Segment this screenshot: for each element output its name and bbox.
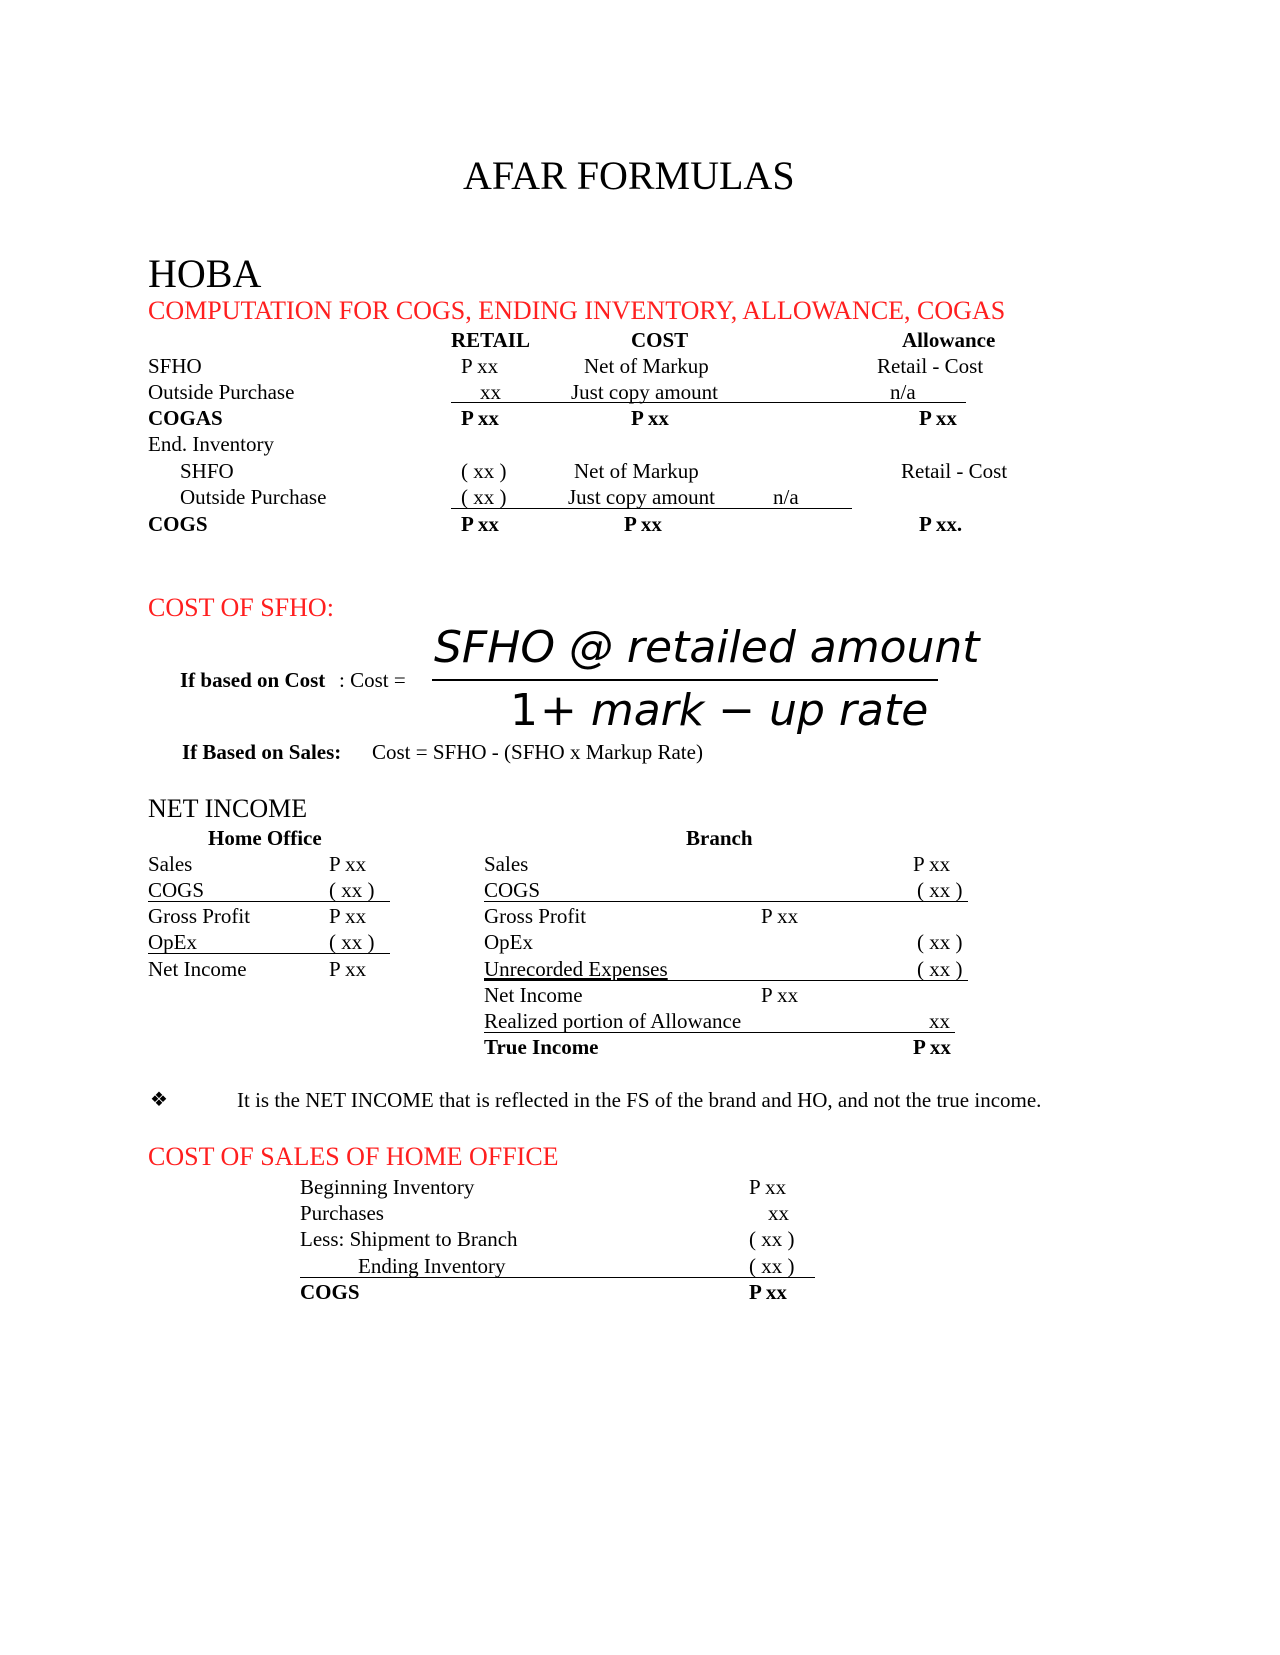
br-row-label: Gross Profit — [484, 904, 587, 928]
net-income-heading: NET INCOME — [148, 794, 308, 823]
formula-denominator-rest: + mark − up rate — [540, 685, 929, 736]
hoba-outside-allowance: n/a — [890, 380, 916, 404]
br-row-value: ( xx ) — [917, 878, 963, 902]
ho-row-label: OpEx — [148, 930, 197, 954]
hoba-outside-cost: Just copy amount — [571, 380, 718, 404]
cos-row-value: P xx — [749, 1175, 787, 1199]
hoba-cogs-label: COGS — [148, 512, 208, 536]
cos-row-label: COGS — [300, 1280, 360, 1304]
br-row-mid: P xx — [761, 983, 799, 1007]
cos-row-label: Purchases — [300, 1201, 384, 1225]
br-row-value: xx — [929, 1009, 950, 1033]
hoba-shfo-label: SHFO — [180, 459, 234, 483]
hoba-outside2-retail: ( xx ) — [461, 485, 507, 509]
ho-row-label: COGS — [148, 878, 205, 902]
ho-row-value: P xx — [329, 852, 367, 876]
hoba-outside2-label: Outside Purchase — [180, 485, 327, 509]
hoba-cogs-allowance: P xx. — [919, 512, 963, 536]
hoba-outside-label: Outside Purchase — [148, 380, 295, 404]
ho-rule-2 — [148, 953, 390, 954]
ho-rule-1 — [148, 901, 390, 902]
hoba-sfho-cost: Net of Markup — [584, 354, 709, 378]
cost-equals: : Cost = — [339, 668, 406, 692]
ho-row-value: ( xx ) — [329, 878, 375, 902]
hoba-heading: HOBA — [148, 251, 262, 296]
cos-row-value: P xx — [749, 1280, 787, 1304]
hoba-shfo-allowance: Retail - Cost — [901, 459, 1008, 483]
br-row-mid: P xx — [761, 904, 799, 928]
hoba-outside-retail: xx — [480, 380, 501, 404]
sales-formula: Cost = SFHO - (SFHO x Markup Rate) — [372, 740, 703, 764]
ho-row-label: Gross Profit — [148, 904, 251, 928]
hoba-shfo-retail: ( xx ) — [461, 459, 507, 483]
cos-rule — [300, 1277, 815, 1278]
formula-denominator-one: 1 — [510, 685, 538, 736]
cos-row-label: Less: Shipment to Branch — [300, 1227, 518, 1251]
cos-row-value: ( xx ) — [749, 1254, 795, 1278]
hoba-cogs-cost: P xx — [624, 512, 662, 536]
cos-row-label: Ending Inventory — [358, 1254, 506, 1278]
hoba-endinv-label: End. Inventory — [148, 432, 274, 456]
col-cost: COST — [631, 328, 689, 352]
hoba-outside2-cost: Just copy amount — [568, 485, 715, 509]
br-row-value: ( xx ) — [917, 957, 963, 981]
br-row-label: COGS — [484, 878, 541, 902]
br-rule-2 — [484, 980, 968, 981]
hoba-cogas-label: COGAS — [148, 406, 223, 430]
ho-row-value: ( xx ) — [329, 930, 375, 954]
branch-title: Branch — [686, 826, 753, 850]
ho-row-label: Net Income — [148, 957, 247, 981]
br-rule-3 — [484, 1032, 955, 1033]
hoba-rule-2 — [451, 508, 852, 509]
br-row-value: P xx — [913, 852, 951, 876]
br-row-label: Realized portion of Allowance — [484, 1009, 742, 1033]
cos-row-label: Beginning Inventory — [300, 1175, 475, 1199]
note-text: It is the NET INCOME that is reflected in the FS of the brand and HO, and not the true income. — [237, 1088, 1042, 1112]
home-office-title: Home Office — [208, 826, 322, 850]
br-rule-1 — [484, 901, 968, 902]
br-row-label: True Income — [484, 1035, 599, 1059]
br-row-label: Net Income — [484, 983, 583, 1007]
hoba-subheading: COMPUTATION FOR COGS, ENDING INVENTORY, ALLOWANCE, COGAS — [148, 296, 1006, 325]
fraction-bar — [432, 679, 938, 681]
cos-row-value: xx — [768, 1201, 789, 1225]
col-retail: RETAIL — [451, 328, 530, 352]
hoba-rule-1 — [451, 402, 966, 403]
hoba-cogas-retail: P xx — [461, 406, 499, 430]
br-row-label: OpEx — [484, 930, 533, 954]
ho-row-value: P xx — [329, 957, 367, 981]
hoba-cogas-allowance: P xx — [919, 406, 957, 430]
hoba-sfho-allowance: Retail - Cost — [877, 354, 984, 378]
if-based-sales-label: If Based on Sales: — [182, 740, 342, 764]
hoba-cogs-retail: P xx — [461, 512, 499, 536]
br-row-value: P xx — [913, 1035, 951, 1059]
cost-sfho-heading: COST OF SFHO: — [148, 593, 334, 622]
page-title: AFAR FORMULAS — [463, 153, 795, 198]
col-allowance: Allowance — [902, 328, 996, 352]
hoba-sfho-retail: P xx — [461, 354, 499, 378]
hoba-shfo-cost: Net of Markup — [574, 459, 699, 483]
formula-numerator: SFHO @ retailed amount — [434, 622, 980, 673]
br-row-label: Unrecorded Expenses — [484, 957, 668, 981]
hoba-sfho-label: SFHO — [148, 354, 202, 378]
if-based-cost-label: If based on Cost — [180, 668, 326, 692]
br-row-label: Sales — [484, 852, 529, 876]
hoba-outside2-allowance: n/a — [773, 485, 799, 509]
diamond-bullet-icon: ❖ — [150, 1089, 168, 1111]
cost-of-sales-heading: COST OF SALES OF HOME OFFICE — [148, 1142, 559, 1171]
cos-row-value: ( xx ) — [749, 1227, 795, 1251]
ho-row-label: Sales — [148, 852, 193, 876]
br-row-value: ( xx ) — [917, 930, 963, 954]
ho-row-value: P xx — [329, 904, 367, 928]
hoba-cogas-cost: P xx — [631, 406, 669, 430]
